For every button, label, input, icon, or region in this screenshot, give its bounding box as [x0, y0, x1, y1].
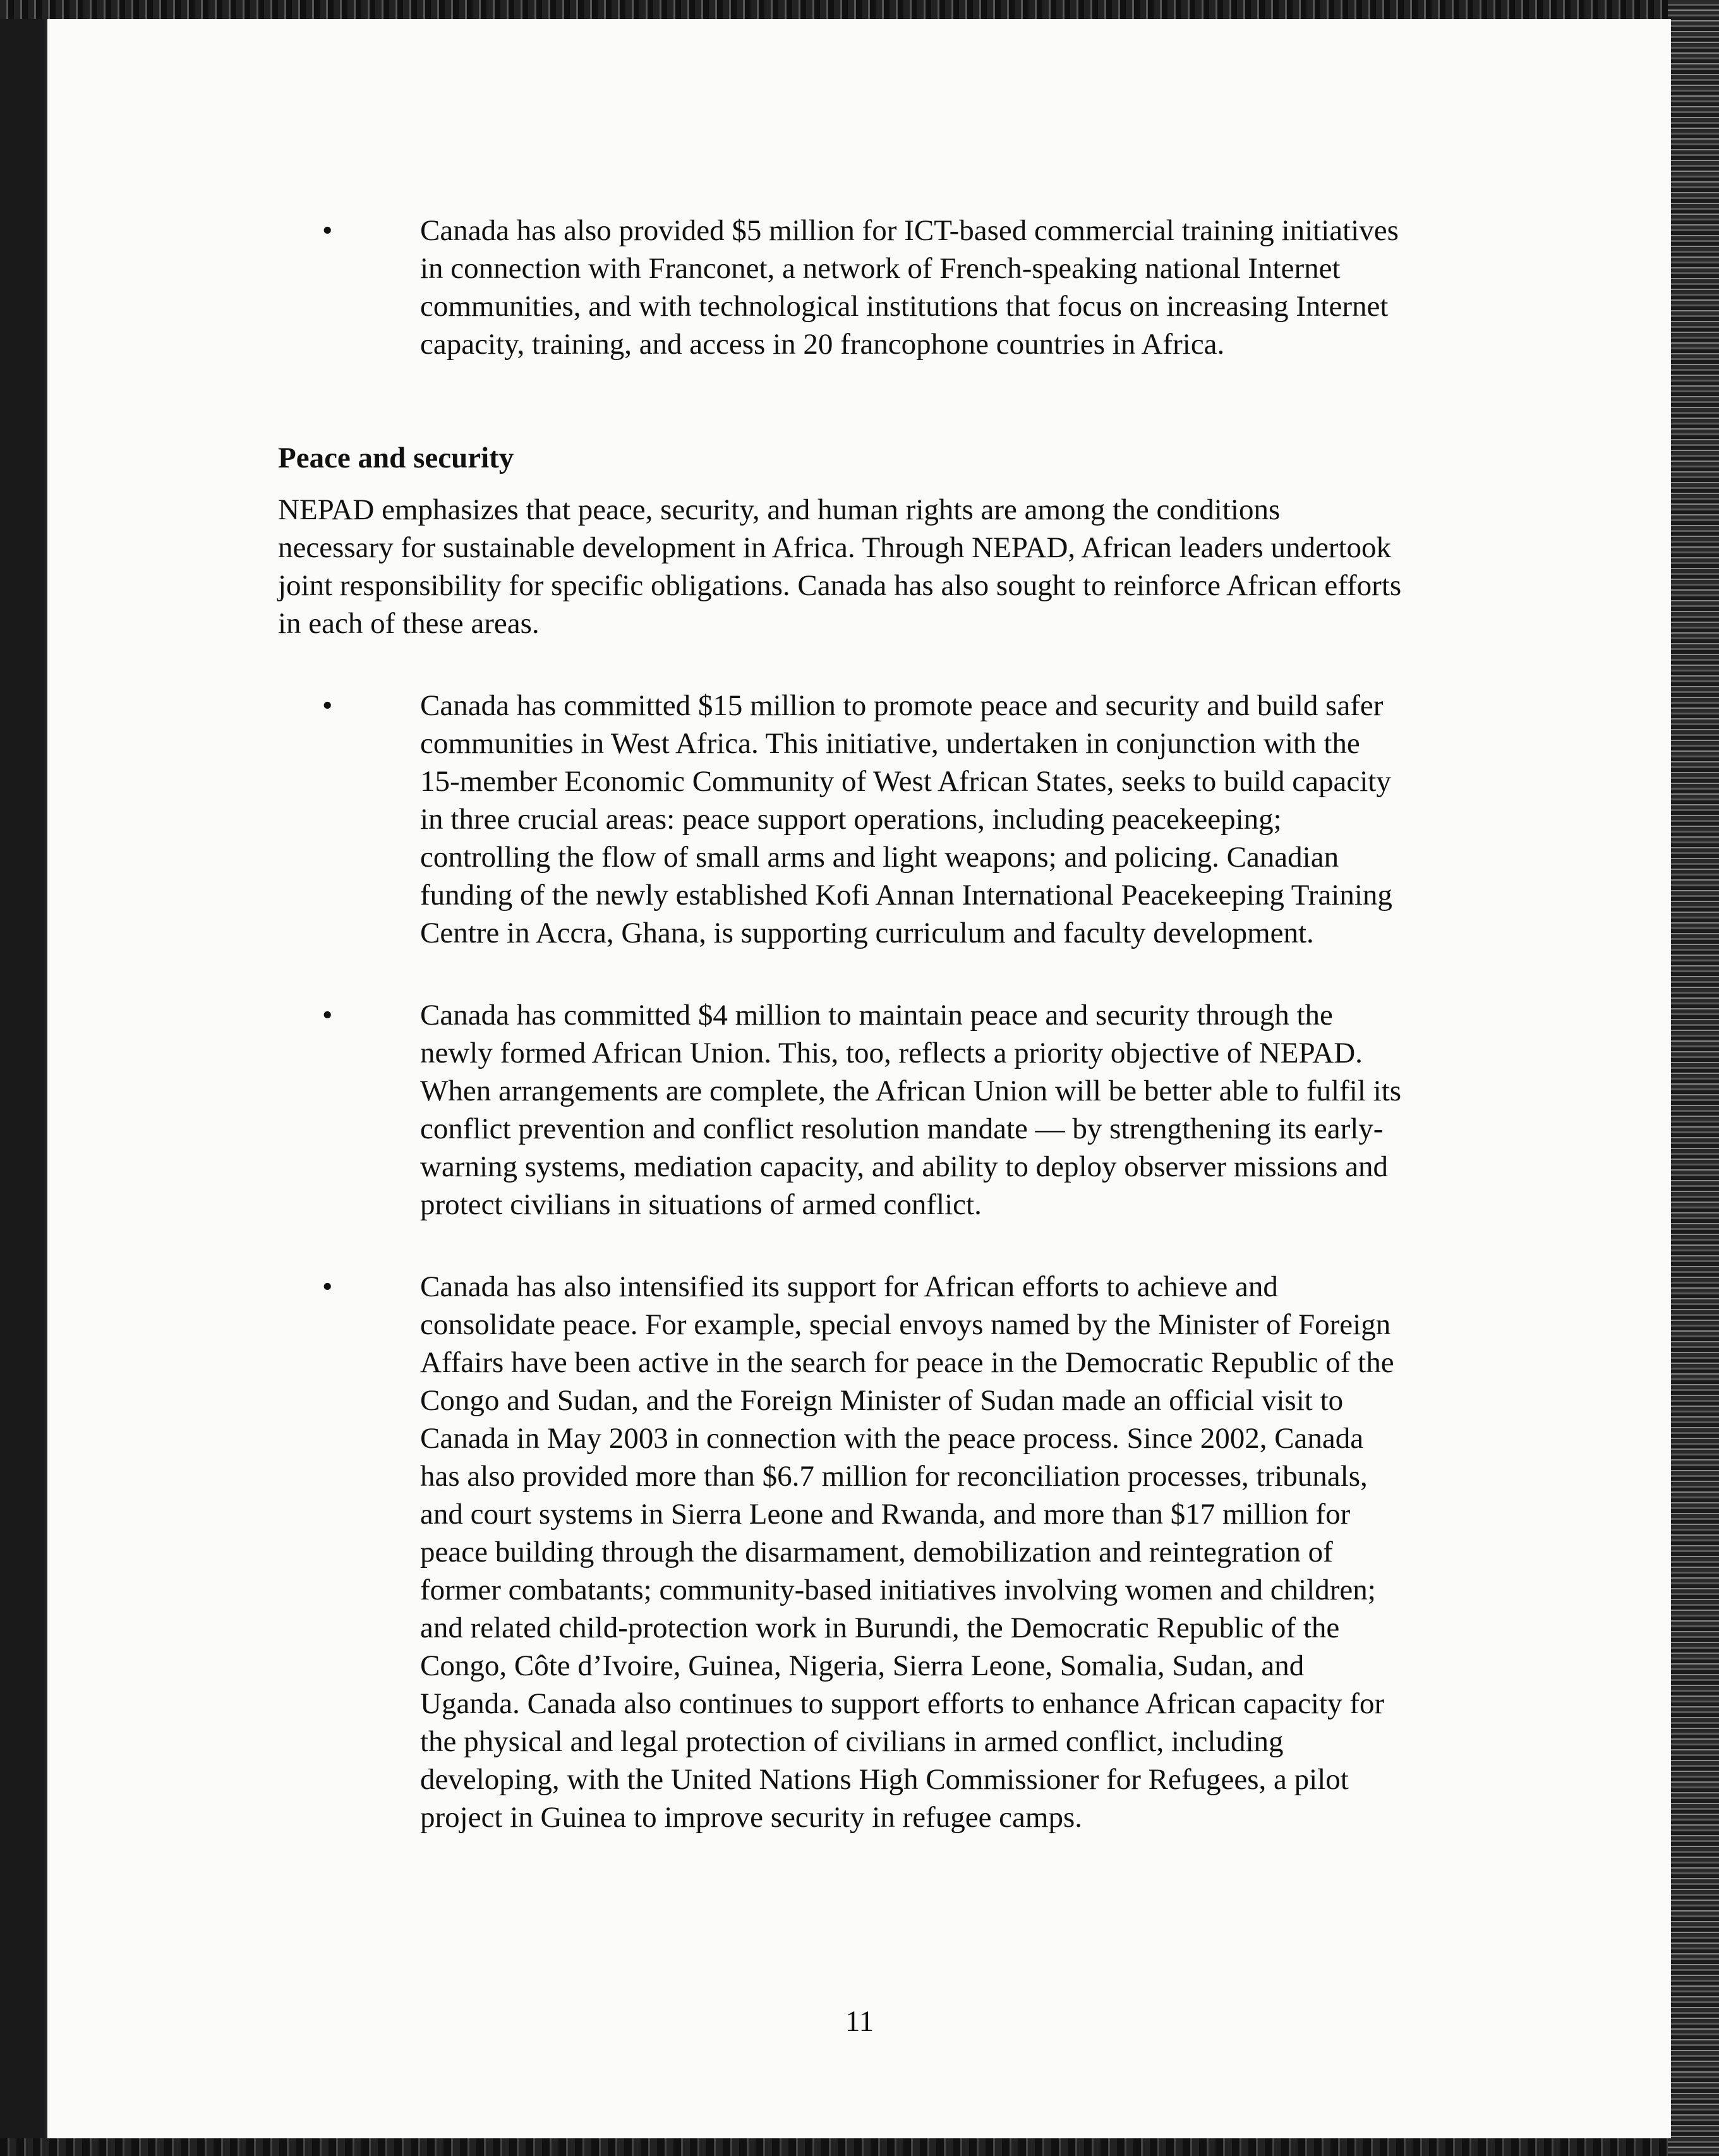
scan-border-top	[0, 0, 1719, 19]
bullet-symbol: •	[322, 999, 333, 1032]
bullet-symbol: •	[322, 1270, 333, 1303]
bullet-text: Canada has also provided $5 million for ICT-based commercial training initiatives in connection with Franconet, a network of French-speaking national Internet communities, and with technological institutions that focus on increasing Internet capacity, training, and access in 20 francophone countries in Africa.	[420, 214, 1399, 361]
document-body	[278, 212, 1402, 1836]
scan-border-bottom	[0, 2138, 1719, 2156]
bullet-item-ict-training	[278, 212, 1402, 363]
bullet-symbol: •	[322, 689, 333, 722]
bullet-item-african-union	[278, 996, 1402, 1224]
bullet-text: Canada has committed $15 million to promote peace and security and build safer communities in West Africa. This initiative, undertaken in conjunction with the 15-member Economic Community of West African States, seeks to build capacity in three crucial areas: peace support operations, including peacekeeping; controlling the flow of small arms and light weapons; and policing. Canadian funding of the newly established Kofi Annan International Peacekeeping Training Centre in Accra, Ghana, is supporting curriculum and faculty development.	[420, 689, 1392, 949]
bullet-text: Canada has committed $4 million to maintain peace and security through the newly formed African Union. This, too, reflects a priority objective of NEPAD. When arrangements are complete, the African Union will be better able to fulfil its conflict prevention and conflict resolution mandate — by strengthening its early-warning systems, mediation capacity, and ability to deploy observer missions and protect civilians in situations of armed conflict.	[420, 999, 1402, 1221]
section-intro: NEPAD emphasizes that peace, security, and human rights are among the conditions necessary for sustainable development in Africa. Through NEPAD, African leaders undertook joint responsibility for specific obligations. Canada has also sought to reinforce African efforts in each of these areas.	[278, 493, 1402, 640]
section-heading: Peace and security	[278, 442, 514, 474]
page-number: 11	[845, 2005, 874, 2038]
bullet-text: Canada has also intensified its support for African efforts to achieve and consolidate peace. For example, special envoys named by the Minister of Foreign Affairs have been active in the search for peace in the Democratic Republic of the Congo and Sudan, and the Foreign Minister of Sudan made an official visit to Canada in May 2003 in connection with the peace process. Since 2002, Canada has also provided more than $6.7 million for reconciliation processes, tribunals, and court systems in Sierra Leone and Rwanda, and more than $17 million for peace building through the disarmament, demobilization and reintegration of former combatants; community-based initiatives involving women and children; and related child-protection work in Burundi, the Democratic Republic of the Congo, Côte d’Ivoire, Guinea, Nigeria, Sierra Leone, Somalia, Sudan, and Uganda. Canada also continues to support efforts to enhance African capacity for the physical and legal protection of civilians in armed conflict, including developing, with the United Nations High Commissioner for Refugees, a pilot project in Guinea to improve security in refugee camps.	[420, 1270, 1394, 1834]
bullet-item-west-africa	[278, 687, 1402, 952]
bullet-symbol: •	[322, 214, 333, 247]
scan-border-right	[1668, 0, 1719, 2156]
bullet-item-consolidate-peace	[278, 1268, 1402, 1836]
